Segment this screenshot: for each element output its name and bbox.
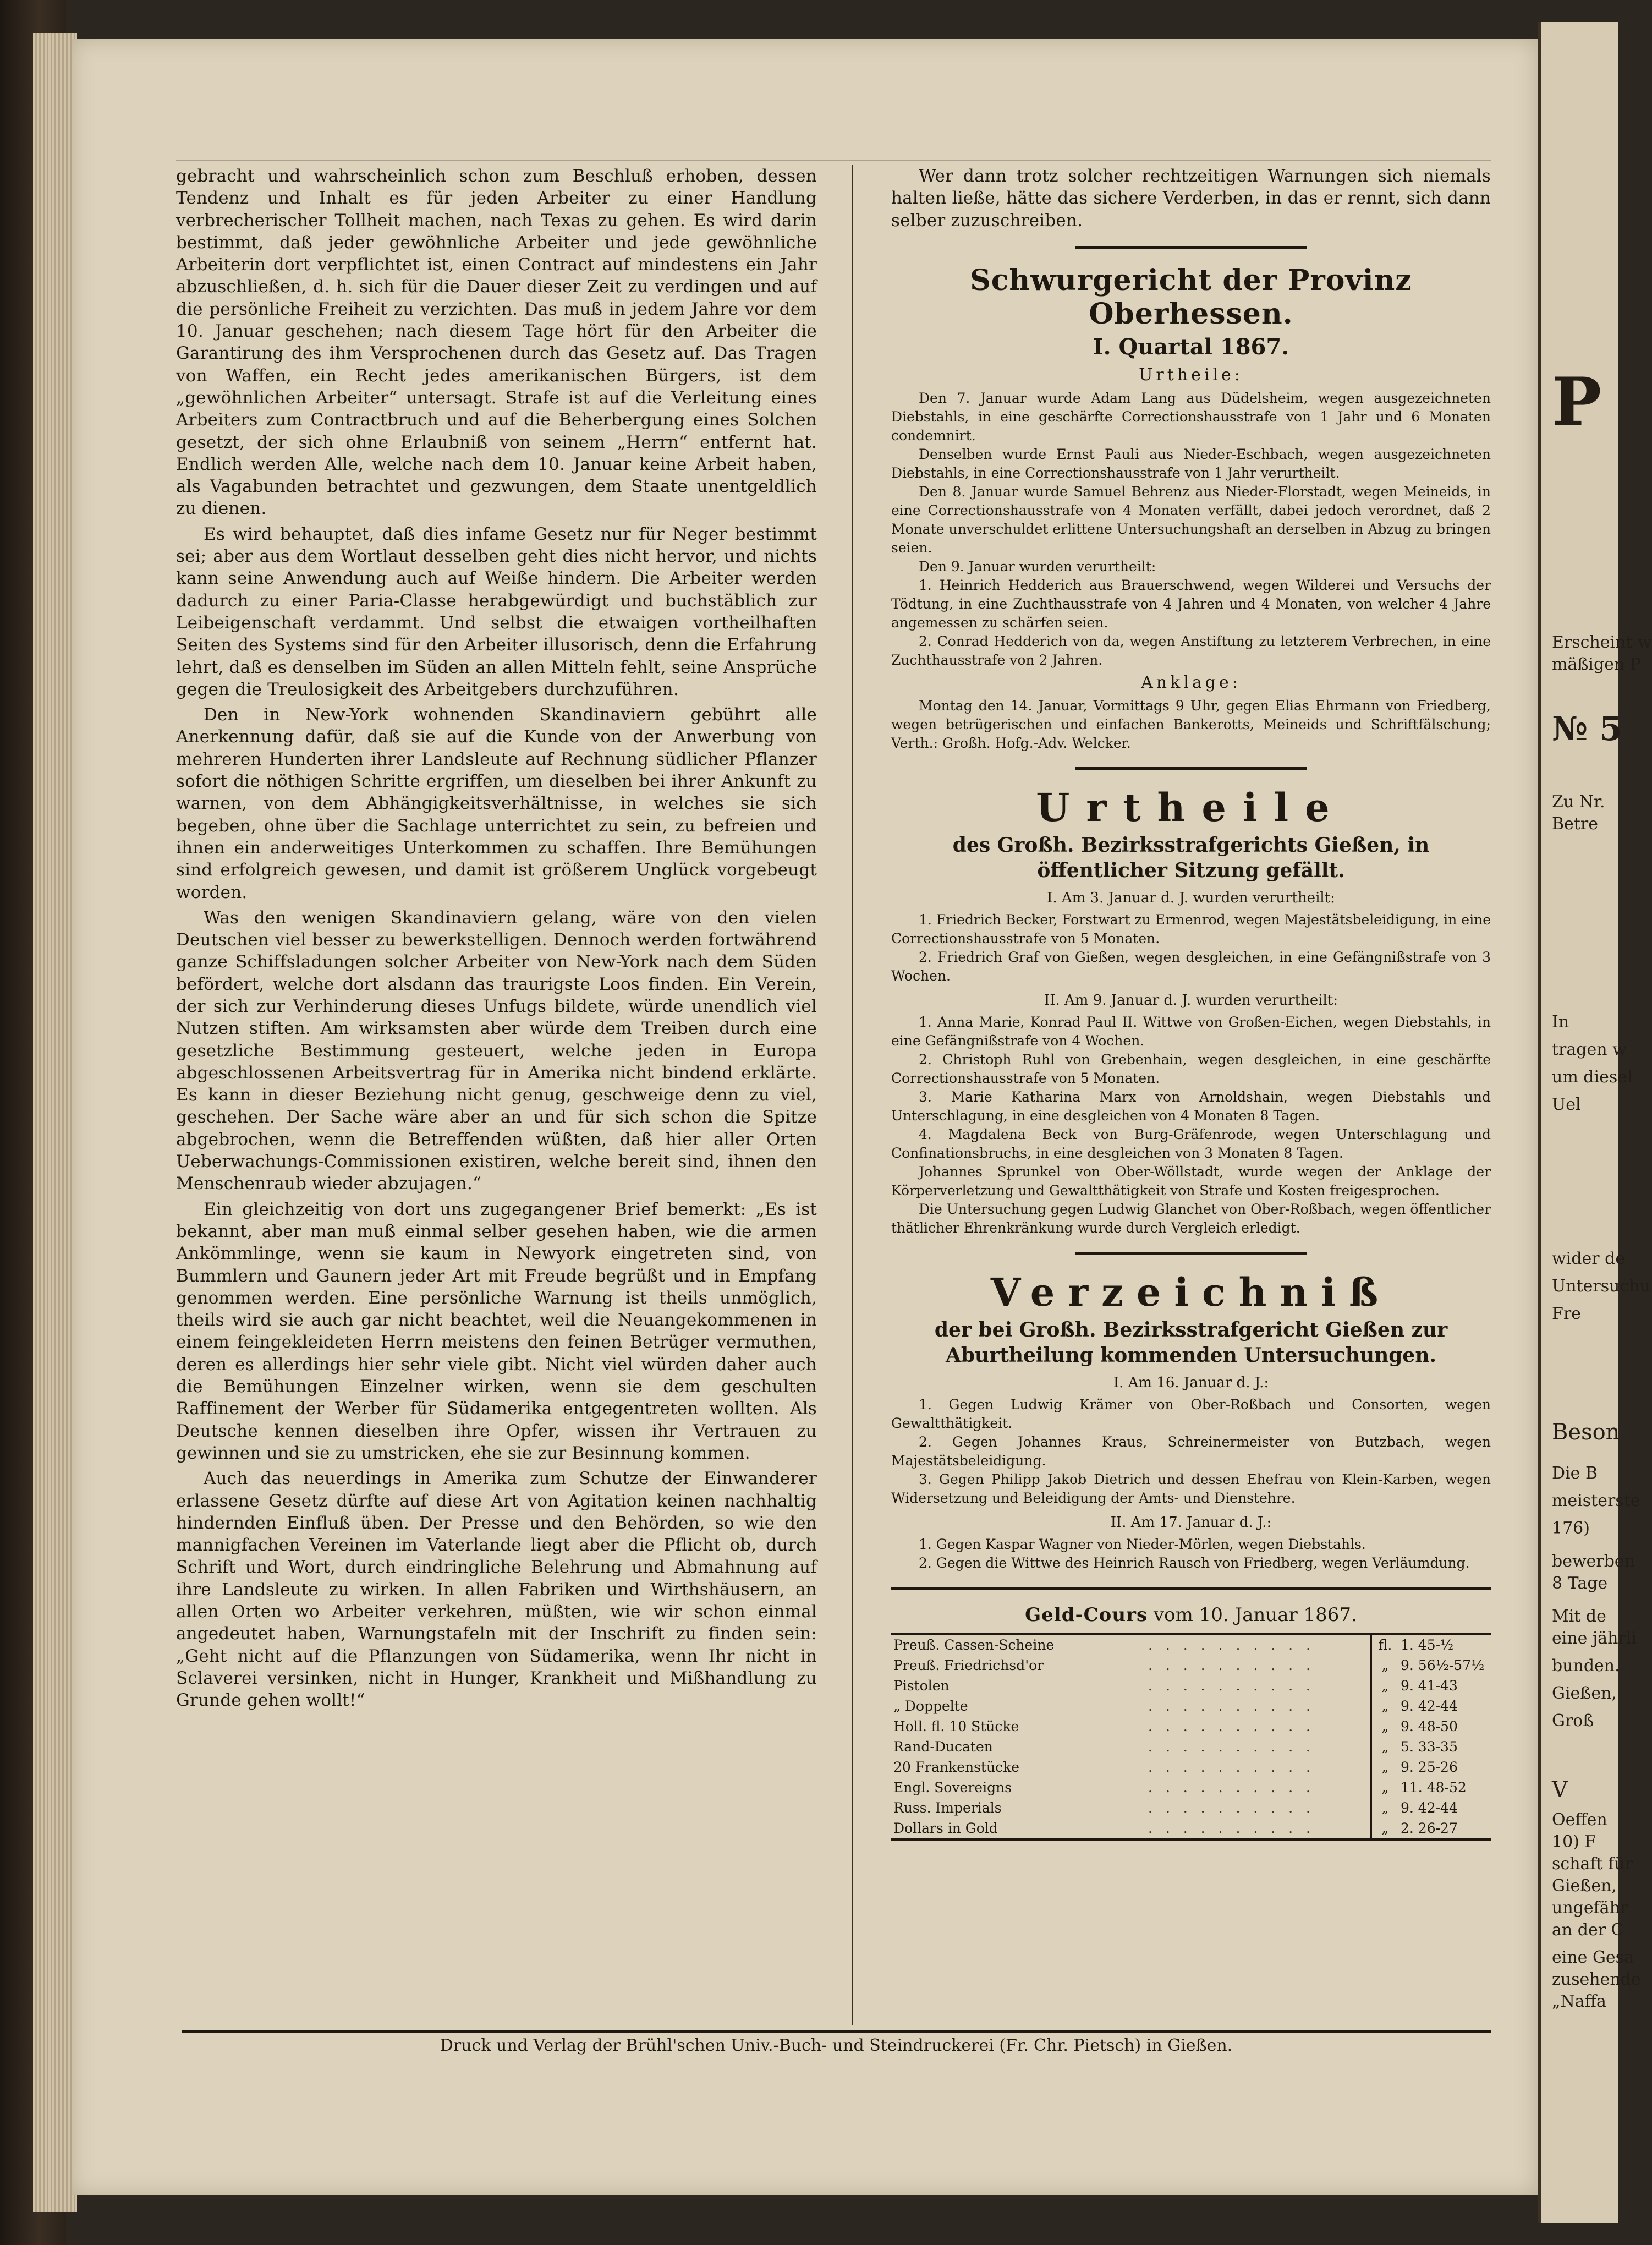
adjacent-page-fragment: eine jährli xyxy=(1552,1629,1637,1648)
urtheile-entry: 2. Friedrich Graf von Gießen, wegen desgleichen, in eine Gefängnißstrafe von 3 Wochen. xyxy=(891,949,1491,984)
adjacent-page-fragment: wider de xyxy=(1552,1249,1626,1268)
adjacent-page-fragment: Die B xyxy=(1552,1464,1598,1483)
currency-name: 20 Frankenstücke xyxy=(893,1759,1020,1775)
verdict-entry: 2. Conrad Hedderich von da, wegen Anstiftung zu letzterem Verbrechen, in eine Zuchthausstrafe von 2 Jahren. xyxy=(891,633,1491,668)
currency-rate: 1. 45-½ xyxy=(1401,1636,1454,1653)
adjacent-page-fragment: mäßigen P xyxy=(1552,655,1641,674)
currency-unit: „ xyxy=(1371,1737,1399,1757)
leader-dots: . . . . . . . . . . xyxy=(1148,1718,1315,1734)
urtheile-label: Urtheile: xyxy=(1139,365,1243,385)
adjacent-page-fragment: um diesel xyxy=(1552,1067,1633,1087)
adjacent-page-fragment: Uel xyxy=(1552,1095,1581,1114)
left-column xyxy=(176,165,817,1715)
currency-unit: fl. xyxy=(1371,1634,1399,1655)
top-rule xyxy=(176,160,1491,161)
verdict-entry: 1. Heinrich Hedderich aus Brauerschwend, wegen Wilderei und Versuchs der Tödtung, in eine Zuchthausstrafe von 4 Jahren und 4 Monaten, von welcher 4 Jahre angemessen zu schärfen seien. xyxy=(891,577,1491,631)
adjacent-page-fragment: Fre xyxy=(1552,1304,1581,1323)
adjacent-page-fragment: Untersuchu xyxy=(1552,1277,1650,1296)
geldcours-row xyxy=(891,1818,1491,1839)
leader-dots: . . . . . . . . . . xyxy=(1148,1738,1315,1755)
adjacent-page-fragment: „Naffa xyxy=(1552,1992,1606,2011)
leader-dots: . . . . . . . . . . xyxy=(1148,1820,1315,1836)
footer-rule xyxy=(182,2030,1491,2033)
urtheile-entry: 1. Anna Marie, Konrad Paul II. Wittwe von Großen-Eichen, wegen Diebstahls, in eine Gefängnißstrafe von 4 Wochen. xyxy=(891,1014,1491,1049)
currency-rate: 9. 25-26 xyxy=(1401,1759,1458,1775)
geldcours-heading xyxy=(891,1604,1491,1626)
imprint-footer: Druck und Verlag der Brühl'schen Univ.-Buch- und Steindruckerei (Fr. Chr. Pietsch) in Gießen. xyxy=(440,2036,1233,2055)
leader-dots: . . . . . . . . . . xyxy=(1148,1759,1315,1775)
verzeichniss-subtitle: der bei Großh. Bezirksstrafgericht Gießen zur Aburtheilung kommenden Untersuchungen. xyxy=(934,1318,1448,1367)
urtheile-subtitle: des Großh. Bezirksstrafgerichts Gießen, in öffentlicher Sitzung gefällt. xyxy=(952,833,1430,882)
urtheile-entry: 1. Friedrich Becker, Forstwart zu Ermenrod, wegen Majestätsbeleidigung, in eine Correctionshausstrafe von 5 Monaten. xyxy=(891,911,1491,946)
verzeichniss-entry: 2. Gegen Johannes Kraus, Schreinermeister von Butzbach, wegen Majestätsbeleidigung. xyxy=(891,1433,1491,1469)
left-paragraph-4: Was den wenigen Skandinaviern gelang, wäre von den vielen Deutschen viel besser zu bewerkstelligen. Dennoch werden fortwährend ganze Schiffsladungen solcher Arbeiter von New-York nach dem Süden befördert, welche dort alsdann das traurigste Loos finden. Ein Verein, der sich zur Verhinderung dieses Unfugs bildete, würde unendlich viel Nutzen stiften. Am wirksamsten aber würde dem Treiben durch eine gesetzliche Bestimmung gesteuert, welche jeden in Europa abgeschlossenen Arbeitsvertrag für in Amerika nicht bindend erklärte. Es kann in dieser Beziehung nicht genug, geschweige denn zu viel, geschehen. Der Sache wäre aber an und für sich schon die Spitze abgebrochen, wenn die Betreffenden wüßten, daß hier aller Orten Ueberwachungs-Commissionen existiren, welche bereit sind, ihnen den Menschenraub wieder abzujagen.“ xyxy=(176,907,817,1194)
currency-unit: „ xyxy=(1371,1655,1399,1675)
adjacent-page-fragment: bewerben xyxy=(1552,1552,1635,1571)
adjacent-page-fragment: 8 Tage xyxy=(1552,1574,1608,1593)
schwurgericht-title: Schwurgericht der Provinz Oberhessen. xyxy=(970,263,1412,331)
currency-name: Pistolen xyxy=(893,1677,950,1694)
currency-unit: „ xyxy=(1371,1716,1399,1737)
geldcours-row xyxy=(891,1634,1491,1655)
adjacent-page-fragment: ungefähr xyxy=(1552,1898,1628,1918)
geldcours-row xyxy=(891,1716,1491,1737)
adjacent-page-fragment: meisterste xyxy=(1552,1491,1640,1510)
adjacent-page-fragment: tragen w xyxy=(1552,1040,1627,1059)
currency-unit: „ xyxy=(1371,1757,1399,1777)
adjacent-page-fragment: Betre xyxy=(1552,814,1598,834)
urtheile-section-2: II. Am 9. Januar d. J. wurden verurtheilt: xyxy=(1044,992,1338,1009)
currency-name: Preuß. Cassen-Scheine xyxy=(893,1636,1055,1653)
adjacent-page-fragment: zusehende xyxy=(1552,1970,1641,1989)
anklage-label: Anklage: xyxy=(1141,672,1241,692)
adjacent-page-fragment: In xyxy=(1552,1012,1569,1032)
left-paragraph-5: Ein gleichzeitig von dort uns zugegangener Brief bemerkt: „Es ist bekannt, aber man muß einmal selber gesehen haben, wie die armen Ankömmlinge, wenn sie kaum in Newyork eingetreten sind, von Bummlern und Gaunern jeder Art mit Freude begrüßt und in Empfang genommen werden. Eine persönliche Warnung ist theils unmöglich, theils wird sie auch gar nicht beachtet, weil die Neuangekommenen in einem feingekleideten Herrn meistens den feinen Betrüger vermuthen, deren es allerdings hier sehr viele gibt. Nicht viel würden daher auch die Bemühungen Einzelner wirken, wenn sie dem geschulten Raffinement der Werber für Südamerika entgegentreten wollten. Als Deutsche kennen dieselben ihre Opfer, wissen ihr Vertrauen zu gewinnen und sie zu umstricken, ehe sie zur Besinnung kommen. xyxy=(176,1199,817,1463)
quarter-heading: I. Quartal 1867. xyxy=(1093,333,1289,360)
right-column xyxy=(891,165,1491,1841)
adjacent-page-fragment: Gießen, xyxy=(1552,1876,1617,1896)
adjacent-page-edge xyxy=(1538,22,1652,2223)
currency-unit: „ xyxy=(1371,1818,1399,1839)
adjacent-page-fragment: 10) F xyxy=(1552,1832,1596,1852)
leader-dots: . . . . . . . . . . xyxy=(1148,1698,1315,1714)
verzeichniss-entry: 2. Gegen die Wittwe des Heinrich Rausch von Friedberg, wegen Verläumdung. xyxy=(919,1554,1470,1571)
currency-rate: 9. 41-43 xyxy=(1401,1677,1458,1694)
currency-rate: 11. 48-52 xyxy=(1401,1779,1467,1795)
section-rule xyxy=(1075,246,1307,249)
adjacent-page-fragment: Erscheint w xyxy=(1552,633,1652,652)
geldcours-date: vom 10. Januar 1867. xyxy=(1153,1603,1357,1626)
leader-dots: . . . . . . . . . . xyxy=(1148,1657,1315,1673)
adjacent-page-fragment: Mit de xyxy=(1552,1607,1606,1626)
section-rule xyxy=(891,1587,1491,1590)
verdict-entry: Den 8. Januar wurde Samuel Behrenz aus Nieder-Florstadt, wegen Meineids, in eine Correctionshausstrafe von 4 Monaten verfällt, dabei jedoch verordnet, daß 2 Monate unverschuldet erlittene Untersuchungshaft an derselben in Abzug zu bringen seien. xyxy=(891,483,1491,556)
urtheile-title: Urtheile xyxy=(1036,784,1346,830)
adjacent-page-fragment: eine Gesa xyxy=(1552,1948,1634,1967)
currency-unit: „ xyxy=(1371,1696,1399,1716)
section-rule xyxy=(1075,1252,1307,1255)
adjacent-page-fragment: bunden. xyxy=(1552,1656,1620,1675)
geldcours-row xyxy=(891,1696,1491,1716)
adjacent-page-fragment: V xyxy=(1552,1777,1568,1803)
verdict-entry: Den 7. Januar wurde Adam Lang aus Düdelsheim, wegen ausgezeichneten Diebstahls, in eine geschärfte Correctionshausstrafe von 1 Jahr und 6 Monaten condemnirt. xyxy=(891,390,1491,443)
currency-name: Holl. fl. 10 Stücke xyxy=(893,1718,1019,1734)
column-divider xyxy=(852,165,853,2025)
page-edges xyxy=(33,33,77,2212)
currency-rate: 9. 48-50 xyxy=(1401,1718,1458,1734)
geldcours-row xyxy=(891,1777,1491,1798)
geldcours-title: Geld-Cours xyxy=(1025,1603,1148,1626)
geldcours-row xyxy=(891,1737,1491,1757)
adjacent-page-fragment: schaft für xyxy=(1552,1854,1633,1874)
currency-name: Dollars in Gold xyxy=(893,1820,998,1836)
currency-name: Russ. Imperials xyxy=(893,1799,1002,1816)
urtheile-entry: 4. Magdalena Beck von Burg-Gräfenrode, wegen Unterschlagung und Confinationsbruchs, in eine desgleichen von 3 Monaten 8 Tagen. xyxy=(891,1126,1491,1161)
adjacent-page-fragment: 176) xyxy=(1552,1519,1590,1538)
adjacent-page-fragment: Beson xyxy=(1552,1420,1620,1445)
geldcours-table xyxy=(891,1633,1491,1841)
adjacent-page-fragment: Zu Nr. xyxy=(1552,792,1605,812)
currency-name: „ Doppelte xyxy=(893,1698,968,1714)
currency-name: Engl. Sovereigns xyxy=(893,1779,1012,1795)
urtheile-entry: 2. Christoph Ruhl von Grebenhain, wegen desgleichen, in eine geschärfte Correctionshausstrafe von 5 Monaten. xyxy=(891,1051,1491,1086)
adjacent-page-fragment: Oeffen xyxy=(1552,1810,1607,1830)
anklage-text: Montag den 14. Januar, Vormittags 9 Uhr, gegen Elias Ehrmann von Friedberg, wegen betrügerischen und einfachen Bankerotts, Meineids und Schriftfälschung; Verth.: Großh. Hofg.-Adv. Welcker. xyxy=(891,697,1491,751)
currency-unit: „ xyxy=(1371,1798,1399,1818)
currency-rate: 9. 56½-57½ xyxy=(1401,1657,1485,1673)
geldcours-row xyxy=(891,1655,1491,1675)
verzeichniss-section-1: I. Am 16. Januar d. J.: xyxy=(1113,1374,1269,1391)
currency-name: Rand-Ducaten xyxy=(893,1738,993,1755)
currency-unit: „ xyxy=(1371,1777,1399,1798)
urtheile-entry: 3. Marie Katharina Marx von Arnoldshain, wegen Diebstahls und Unterschlagung, in eine desgleichen von 4 Monaten 8 Tagen. xyxy=(891,1088,1491,1124)
geldcours-row xyxy=(891,1757,1491,1777)
geldcours-row xyxy=(891,1798,1491,1818)
verzeichniss-entry: 3. Gegen Philipp Jakob Dietrich und dessen Ehefrau von Klein-Karben, wegen Widersetzung und Beleidigung der Amts- und Dienstehre. xyxy=(891,1471,1491,1506)
adjacent-page-fragment: № 5 xyxy=(1552,710,1622,748)
verdict-entry: Denselben wurde Ernst Pauli aus Nieder-Eschbach, wegen ausgezeichneten Diebstahls, in eine Correctionshausstrafe von 1 Jahr verurtheilt. xyxy=(891,446,1491,481)
urtheile-entry: Johannes Sprunkel von Ober-Wöllstadt, wurde wegen der Anklage der Körperverletzung und Gewaltthätigkeit von Strafe und Kosten freigesprochen. xyxy=(891,1163,1491,1198)
leader-dots: . . . . . . . . . . xyxy=(1148,1799,1315,1816)
urtheile-section-1: I. Am 3. Januar d. J. wurden verurtheilt: xyxy=(1047,889,1335,906)
left-paragraph-2: Es wird behauptet, daß dies infame Gesetz nur für Neger bestimmt sei; aber aus dem Wortlaut desselben geht dies nicht hervor, und nichts kann seine Anwendung auch auf Weiße hindern. Die Arbeiter werden dadurch zu einer Paria-Classe herabgewürdigt und buchstäblich zur Leibeigenschaft verdammt. Und selbst die etwaigen vortheilhaften Seiten des Systems sind für den Arbeiter illusorisch, denn die Erfahrung lehrt, daß es denselben im Süden an allen Mitteln fehlt, seine Ansprüche gegen die Treulosigkeit des Arbeitgebers durchzuführen. xyxy=(176,524,817,699)
currency-rate: 5. 33-35 xyxy=(1401,1738,1458,1755)
urtheile-entry: Die Untersuchung gegen Ludwig Glanchet von Ober-Roßbach, wegen öffentlicher thätlicher Ehrenkränkung wurde durch Vergleich erledigt. xyxy=(891,1201,1491,1236)
adjacent-page-fragment: Groß xyxy=(1552,1711,1594,1731)
adjacent-page-fragment: P xyxy=(1552,363,1602,441)
leader-dots: . . . . . . . . . . xyxy=(1148,1677,1315,1694)
geldcours-row xyxy=(891,1675,1491,1696)
right-top-paragraph: Wer dann trotz solcher rechtzeitigen Warnungen sich niemals halten ließe, hätte das sichere Verderben, in das er rennt, sich dann selber zuzuschreiben. xyxy=(891,166,1491,231)
adjacent-page-fragment: an der C xyxy=(1552,1920,1624,1940)
verzeichniss-section-2: II. Am 17. Januar d. J.: xyxy=(1110,1514,1272,1531)
currency-rate: 9. 42-44 xyxy=(1401,1698,1458,1714)
leader-dots: . . . . . . . . . . xyxy=(1148,1636,1315,1653)
left-paragraph-1: gebracht und wahrscheinlich schon zum Beschluß erhoben, dessen Tendenz und Inhalt es für jeden Arbeiter zu einer Handlung verbrecherischer Tollheit machen, nach Texas zu gehen. Es wird darin bestimmt, daß jeder gewöhnliche Arbeiter und jede gewöhnliche Arbeiterin dort verpflichtet ist, einen Contract auf mindestens ein Jahr abzuschließen, d. h. sich für die Dauer dieser Zeit zu verdingen und auf die persönliche Freiheit zu verzichten. Das muß in jedem Jahre vor dem 10. Januar geschehen; nach diesem Tage hört für den Arbeiter die Garantirung des ihm Versprochenen durch das Gesetz auf. Das Tragen von Waffen, ein Recht jedes amerikanischen Bürgers, ist dem „gewöhnlichen Arbeiter“ untersagt. Strafe ist auf die Verleitung eines Arbeiters zum Contractbruch und auf die Beherbergung eines Solchen gesetzt, der sich ohne Erlaubniß von seinem „Herrn“ entfernt hat. Endlich werden Alle, welche nach dem 10. Januar keine Arbeit haben, als Vagabunden betrachtet und gezwungen, dem Staate unentgeldlich zu dienen. xyxy=(176,166,817,519)
verzeichniss-entry: 1. Gegen Kaspar Wagner von Nieder-Mörlen, wegen Diebstahls. xyxy=(919,1536,1366,1552)
leader-dots: . . . . . . . . . . xyxy=(1148,1779,1315,1795)
currency-rate: 2. 26-27 xyxy=(1401,1820,1458,1836)
adjacent-page-fragment: Gießen, xyxy=(1552,1684,1617,1703)
left-paragraph-3: Den in New-York wohnenden Skandinaviern gebührt alle Anerkennung dafür, daß sie auf die Kunde von der Anwerbung von mehreren Hunderten ihrer Landsleute auf Rechnung südlicher Pflanzer sofort die nöthigen Schritte ergriffen, um dieselben bei ihrer Ankunft zu warnen, von dem Abhängigkeitsverhältnisse, in welches sie sich begeben, ohne über die Sachlage unterrichtet zu sein, zu befreien und ihnen ein anderweitiges Unterkommen zu schaffen. Ihre Bemühungen sind erfolgreich gewesen, und damit ist größerem Unglück vorgebeugt worden. xyxy=(176,705,817,902)
left-paragraph-6: Auch das neuerdings in Amerika zum Schutze der Einwanderer erlassene Gesetz dürfte auf diese Art von Agitation keinen nachhaltig hindernden Einfluß üben. Der Presse und den Behörden, so wie den mannigfachen Vereinen im Vaterlande liegt aber die Pflicht ob, durch Schrift und Wort, durch eindringliche Belehrung und Abmahnung auf ihre Landsleute zu wirken. In allen Fabriken und Wirthshäusern, an allen Orten wo Arbeiter verkehren, müßten, wie wir schon einmal angedeutet haben, Warnungstafeln mit der Inschrift zu finden sein: „Geht nicht auf die Pflanzungen von Südamerika, wenn Ihr nicht in Sclaverei versinken, nicht in Hunger, Krankheit und Mißhandlung zu Grunde gehen wollt!“ xyxy=(176,1469,817,1711)
verzeichniss-title: Verzeichniß xyxy=(990,1269,1392,1315)
section-rule xyxy=(1075,767,1307,770)
currency-rate: 9. 42-44 xyxy=(1401,1799,1458,1816)
verzeichniss-entry: 1. Gegen Ludwig Krämer von Ober-Roßbach und Consorten, wegen Gewaltthätigkeit. xyxy=(891,1396,1491,1431)
verdict-entry: Den 9. Januar wurden verurtheilt: xyxy=(919,558,1156,574)
currency-name: Preuß. Friedrichsd'or xyxy=(893,1657,1044,1673)
currency-unit: „ xyxy=(1371,1675,1399,1696)
